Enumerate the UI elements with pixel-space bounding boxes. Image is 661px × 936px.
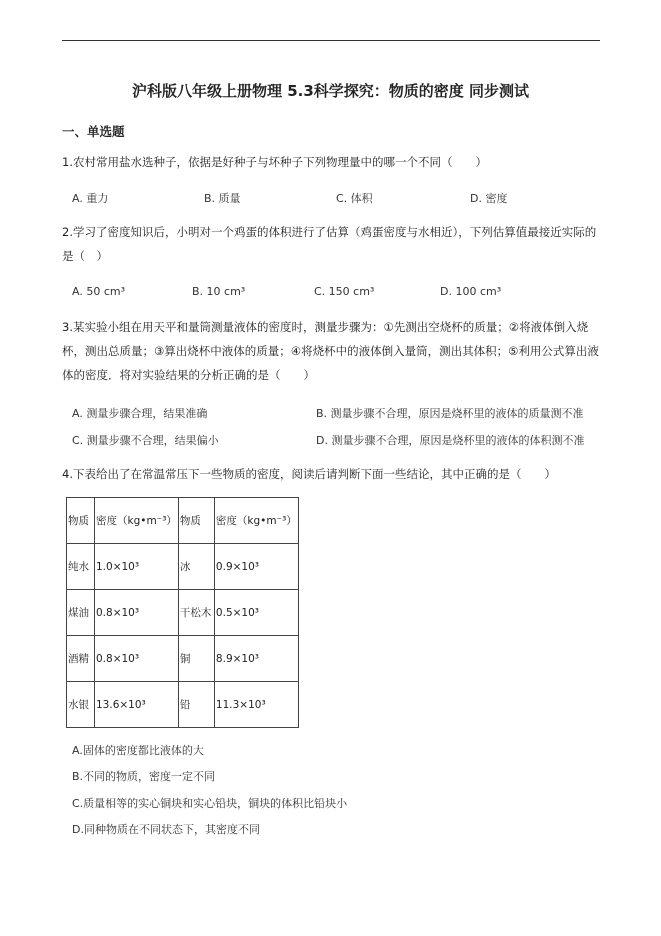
q2-option-a[interactable]: A. 50 cm³ xyxy=(72,285,125,298)
q4-option-d[interactable]: D.同种物质在不同状态下，其密度不同 xyxy=(72,823,260,836)
question-3-options-row2 xyxy=(72,432,602,448)
q1-option-c[interactable]: C. 体积 xyxy=(336,192,373,205)
table-cell: 13.6×10³ xyxy=(95,682,179,728)
table-cell: 0.9×10³ xyxy=(214,544,298,590)
table-header-cell: 密度（kg•m⁻³） xyxy=(95,498,179,544)
question-2-text: 2.学习了密度知识后，小明对一个鸡蛋的体积进行了估算（鸡蛋密度与水相近），下列估算值最接近实际的是（ ） xyxy=(62,225,597,263)
table-cell: 煤油 xyxy=(67,590,95,636)
q4-option-a[interactable]: A.固体的密度都比液体的大 xyxy=(72,744,204,757)
table-cell: 干松木 xyxy=(178,590,214,636)
table-cell: 纯水 xyxy=(67,544,95,590)
table-row xyxy=(67,544,299,590)
table-cell: 0.5×10³ xyxy=(214,590,298,636)
table-header-cell: 密度（kg•m⁻³） xyxy=(214,498,298,544)
question-2-options xyxy=(72,285,602,301)
q2-option-b[interactable]: B. 10 cm³ xyxy=(192,285,246,298)
table-cell: 冰 xyxy=(178,544,214,590)
table-cell: 铅 xyxy=(178,682,214,728)
table-cell: 酒精 xyxy=(67,636,95,682)
table-cell: 0.8×10³ xyxy=(95,590,179,636)
q1-option-b[interactable]: B. 质量 xyxy=(204,192,241,205)
table-cell: 8.9×10³ xyxy=(214,636,298,682)
table-cell: 1.0×10³ xyxy=(95,544,179,590)
table-header-cell: 物质 xyxy=(67,498,95,544)
question-1-options xyxy=(72,190,602,206)
table-row xyxy=(67,590,299,636)
q2-option-d[interactable]: D. 100 cm³ xyxy=(440,285,502,298)
table-cell: 铜 xyxy=(178,636,214,682)
q3-option-c[interactable]: C. 测量步骤不合理，结果偏小 xyxy=(72,434,219,447)
section-heading: 一、单选题 xyxy=(62,124,125,139)
q3-option-a[interactable]: A. 测量步骤合理，结果准确 xyxy=(72,407,208,420)
table-header-row xyxy=(67,498,299,544)
table-row xyxy=(67,636,299,682)
table-header-cell: 物质 xyxy=(178,498,214,544)
q3-option-b[interactable]: B. 测量步骤不合理，原因是烧杯里的液体的质量测不准 xyxy=(316,407,584,420)
question-4-text: 4.下表给出了在常温常压下一些物质的密度，阅读后请判断下面一些结论，其中正确的是（ ） xyxy=(62,467,556,481)
q4-option-b[interactable]: B.不同的物质，密度一定不同 xyxy=(72,770,216,783)
q2-option-c[interactable]: C. 150 cm³ xyxy=(314,285,375,298)
q4-option-c[interactable]: C.质量相等的实心铜块和实心铅块，铜块的体积比铅块小 xyxy=(72,797,348,810)
question-1-text: 1.农村常用盐水选种子，依据是好种子与坏种子下列物理量中的哪一个不同（ ） xyxy=(62,155,487,169)
page-title: 沪科版八年级上册物理 5.3科学探究：物质的密度 同步测试 xyxy=(131,82,530,100)
question-3-options-row1 xyxy=(72,405,602,421)
density-table xyxy=(66,497,299,728)
table-cell: 水银 xyxy=(67,682,95,728)
header-rule xyxy=(62,40,600,41)
table-cell: 0.8×10³ xyxy=(95,636,179,682)
table-cell: 11.3×10³ xyxy=(214,682,298,728)
question-3-text: 3.某实验小组在用天平和量筒测量液体的密度时，测量步骤为：①先测出空烧杯的质量；②将液体倒入烧杯，测出总质量；③算出烧杯中液体的质量；④将烧杯中的液体倒入量筒，测出其体积；⑤利用公式算出液体的密度．将对实验结果的分析正确的是（ ） xyxy=(62,320,599,382)
q1-option-a[interactable]: A. 重力 xyxy=(72,192,109,205)
q1-option-d[interactable]: D. 密度 xyxy=(470,192,508,205)
table-row xyxy=(67,682,299,728)
q3-option-d[interactable]: D. 测量步骤不合理，原因是烧杯里的液体的体积测不准 xyxy=(316,434,585,447)
